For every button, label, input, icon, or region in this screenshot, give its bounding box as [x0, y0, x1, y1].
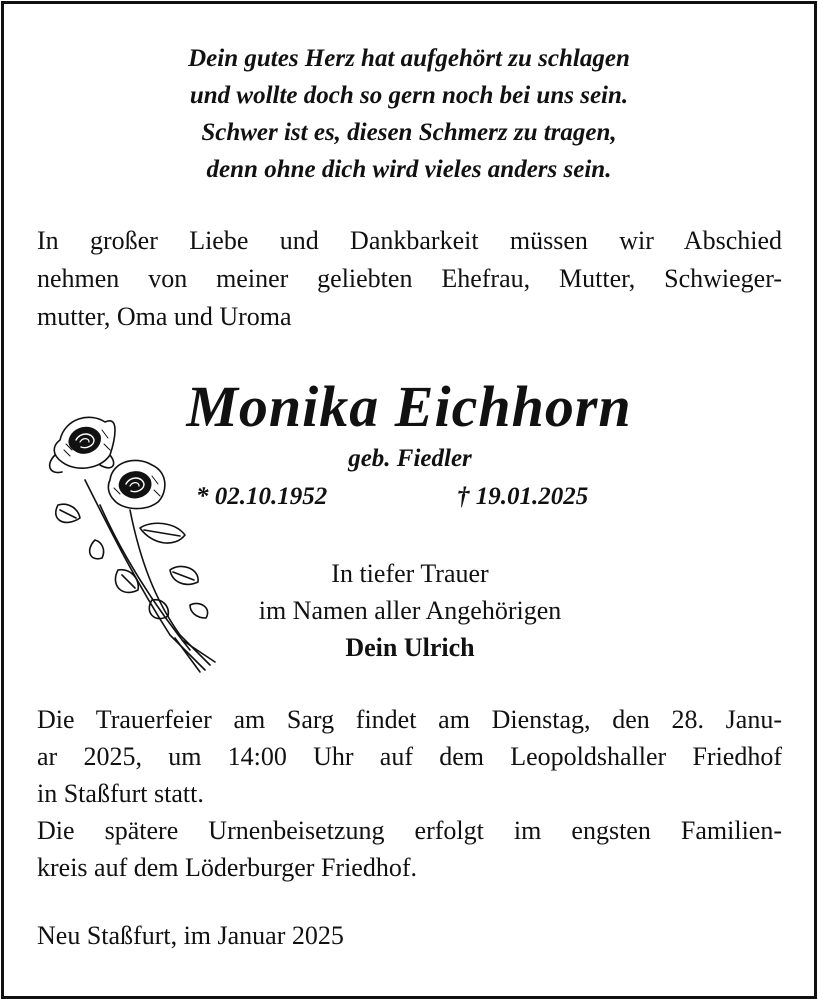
mourning-line: im Namen aller Angehörigen	[258, 596, 562, 625]
funeral-line: ar 2025, um 14:00 Uhr auf dem Leopoldshaller Friedhof	[37, 742, 782, 771]
intro-line: nehmen von meiner geliebten Ehefrau, Mutter, Schwieger-	[37, 264, 782, 293]
place-date: Neu Staßfurt, im Januar 2025	[37, 921, 344, 950]
intro-line: In großer Liebe und Dankbarkeit müssen wir Abschied	[37, 226, 782, 255]
birth-date: * 02.10.1952	[196, 483, 328, 510]
signer-name: Dein Ulrich	[345, 633, 475, 662]
poem-line: denn ohne dich wird vieles anders sein.	[206, 156, 612, 183]
funeral-line: in Staßfurt statt.	[37, 779, 204, 808]
funeral-paragraph	[37, 701, 782, 886]
funeral-line: kreis auf dem Löderburger Friedhof.	[37, 853, 418, 882]
funeral-line: Die Trauerfeier am Sarg findet am Dienstag, den 28. Janu-	[37, 705, 782, 734]
poem-line: Dein gutes Herz hat aufgehört zu schlagen	[188, 45, 630, 72]
mourning-block	[180, 555, 640, 666]
intro-line: mutter, Oma und Uroma	[37, 302, 292, 331]
intro-paragraph	[37, 222, 782, 336]
poem-line: und wollte doch so gern noch bei uns sein.	[189, 82, 629, 109]
deceased-name: Monika Eichhorn	[186, 374, 632, 439]
funeral-line: Die spätere Urnenbeisetzung erfolgt im engsten Familien-	[37, 816, 782, 845]
mourning-line: In tiefer Trauer	[331, 559, 489, 588]
maiden-name: geb. Fiedler	[348, 445, 472, 472]
poem	[0, 40, 818, 188]
death-date: † 19.01.2025	[457, 483, 589, 510]
poem-line: Schwer ist es, diesen Schmerz zu tragen,	[201, 119, 617, 146]
